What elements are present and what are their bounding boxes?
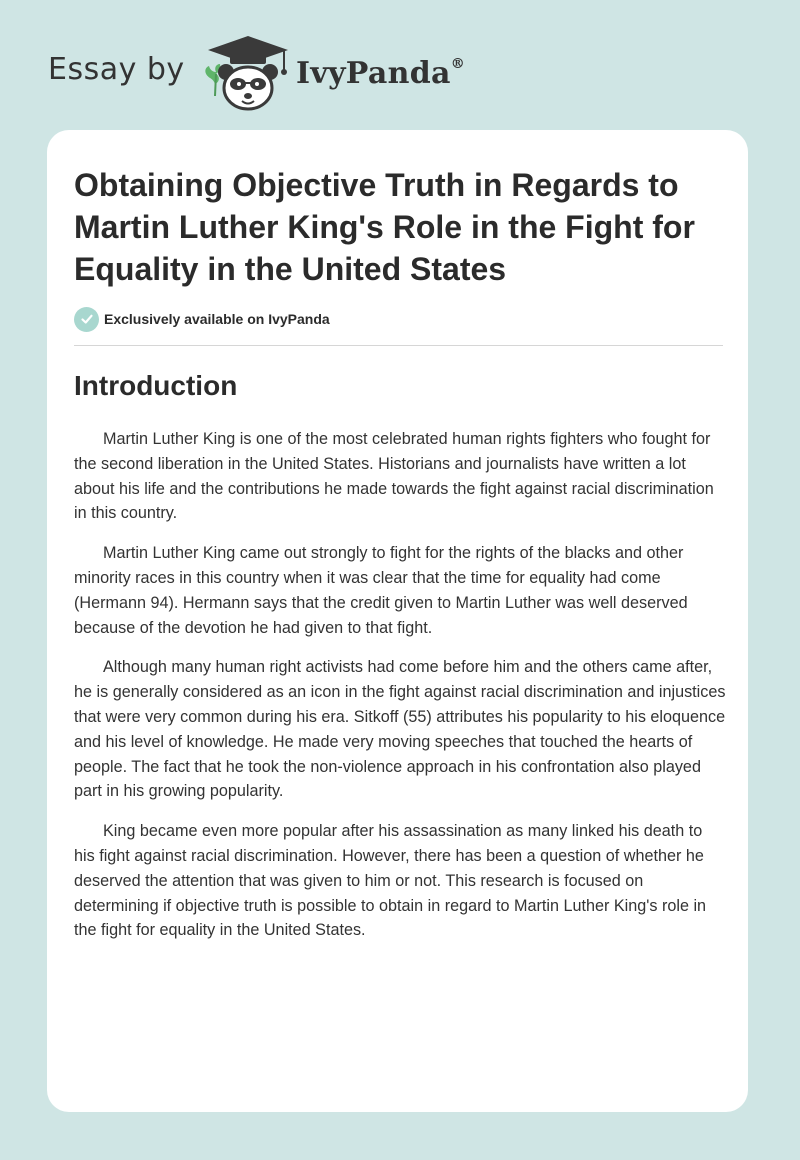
panda-graduate-logo-icon[interactable] (200, 34, 296, 114)
brand-name[interactable] (296, 56, 465, 91)
essay-body (74, 427, 726, 958)
registered-mark: ® (450, 56, 466, 72)
brand-name-text: IvyPanda (296, 56, 451, 91)
title-divider (74, 345, 723, 346)
paragraph-4: King became even more popular after his assassination as many linked his death to his fight against racial discrimination. However, there has been a question of whether he deserved the attention that was given to him or not. This research is focused on determining if objective truth is possible to obtain in regard to Martin Luther King's role in the fight for equality in the United States. (74, 822, 707, 940)
essay-by-label: Essay by (48, 52, 185, 87)
section-heading-introduction: Introduction (74, 370, 238, 401)
paragraph-3: Although many human right activists had come before him and the others came after, he is generally considered as an icon in the fight against racial discrimination and injustices that were very common during his era. Sitkoff (55) attributes his popularity to his eloquence and his level of knowledge. He made very moving speeches that touched the hearts of people. The fact that he took the non-violence approach in his confrontation also played part in his growing popularity. (74, 658, 726, 801)
paragraph-2: Martin Luther King came out strongly to fight for the rights of the blacks and other minority races in this country when it was clear that the time for equality had come (Hermann 94). Hermann says that the credit given to Martin Luther was well deserved because of the devotion he had given to that fight. (74, 544, 688, 637)
essay-title: Obtaining Objective Truth in Regards to Martin Luther King's Role in the Fight for Equality in the United States (74, 167, 695, 287)
exclusive-badge-text: Exclusively available on IvyPanda (104, 311, 330, 327)
essay-card (47, 130, 748, 1112)
paragraph-1: Martin Luther King is one of the most celebrated human rights fighters who fought for the second liberation in the United States. Historians and journalists have written a lot about his life and the contributions he made towards the fight against racial discrimination in this country. (74, 430, 714, 523)
exclusive-badge (74, 306, 330, 332)
check-circle-icon (74, 307, 99, 332)
site-header (48, 28, 508, 118)
